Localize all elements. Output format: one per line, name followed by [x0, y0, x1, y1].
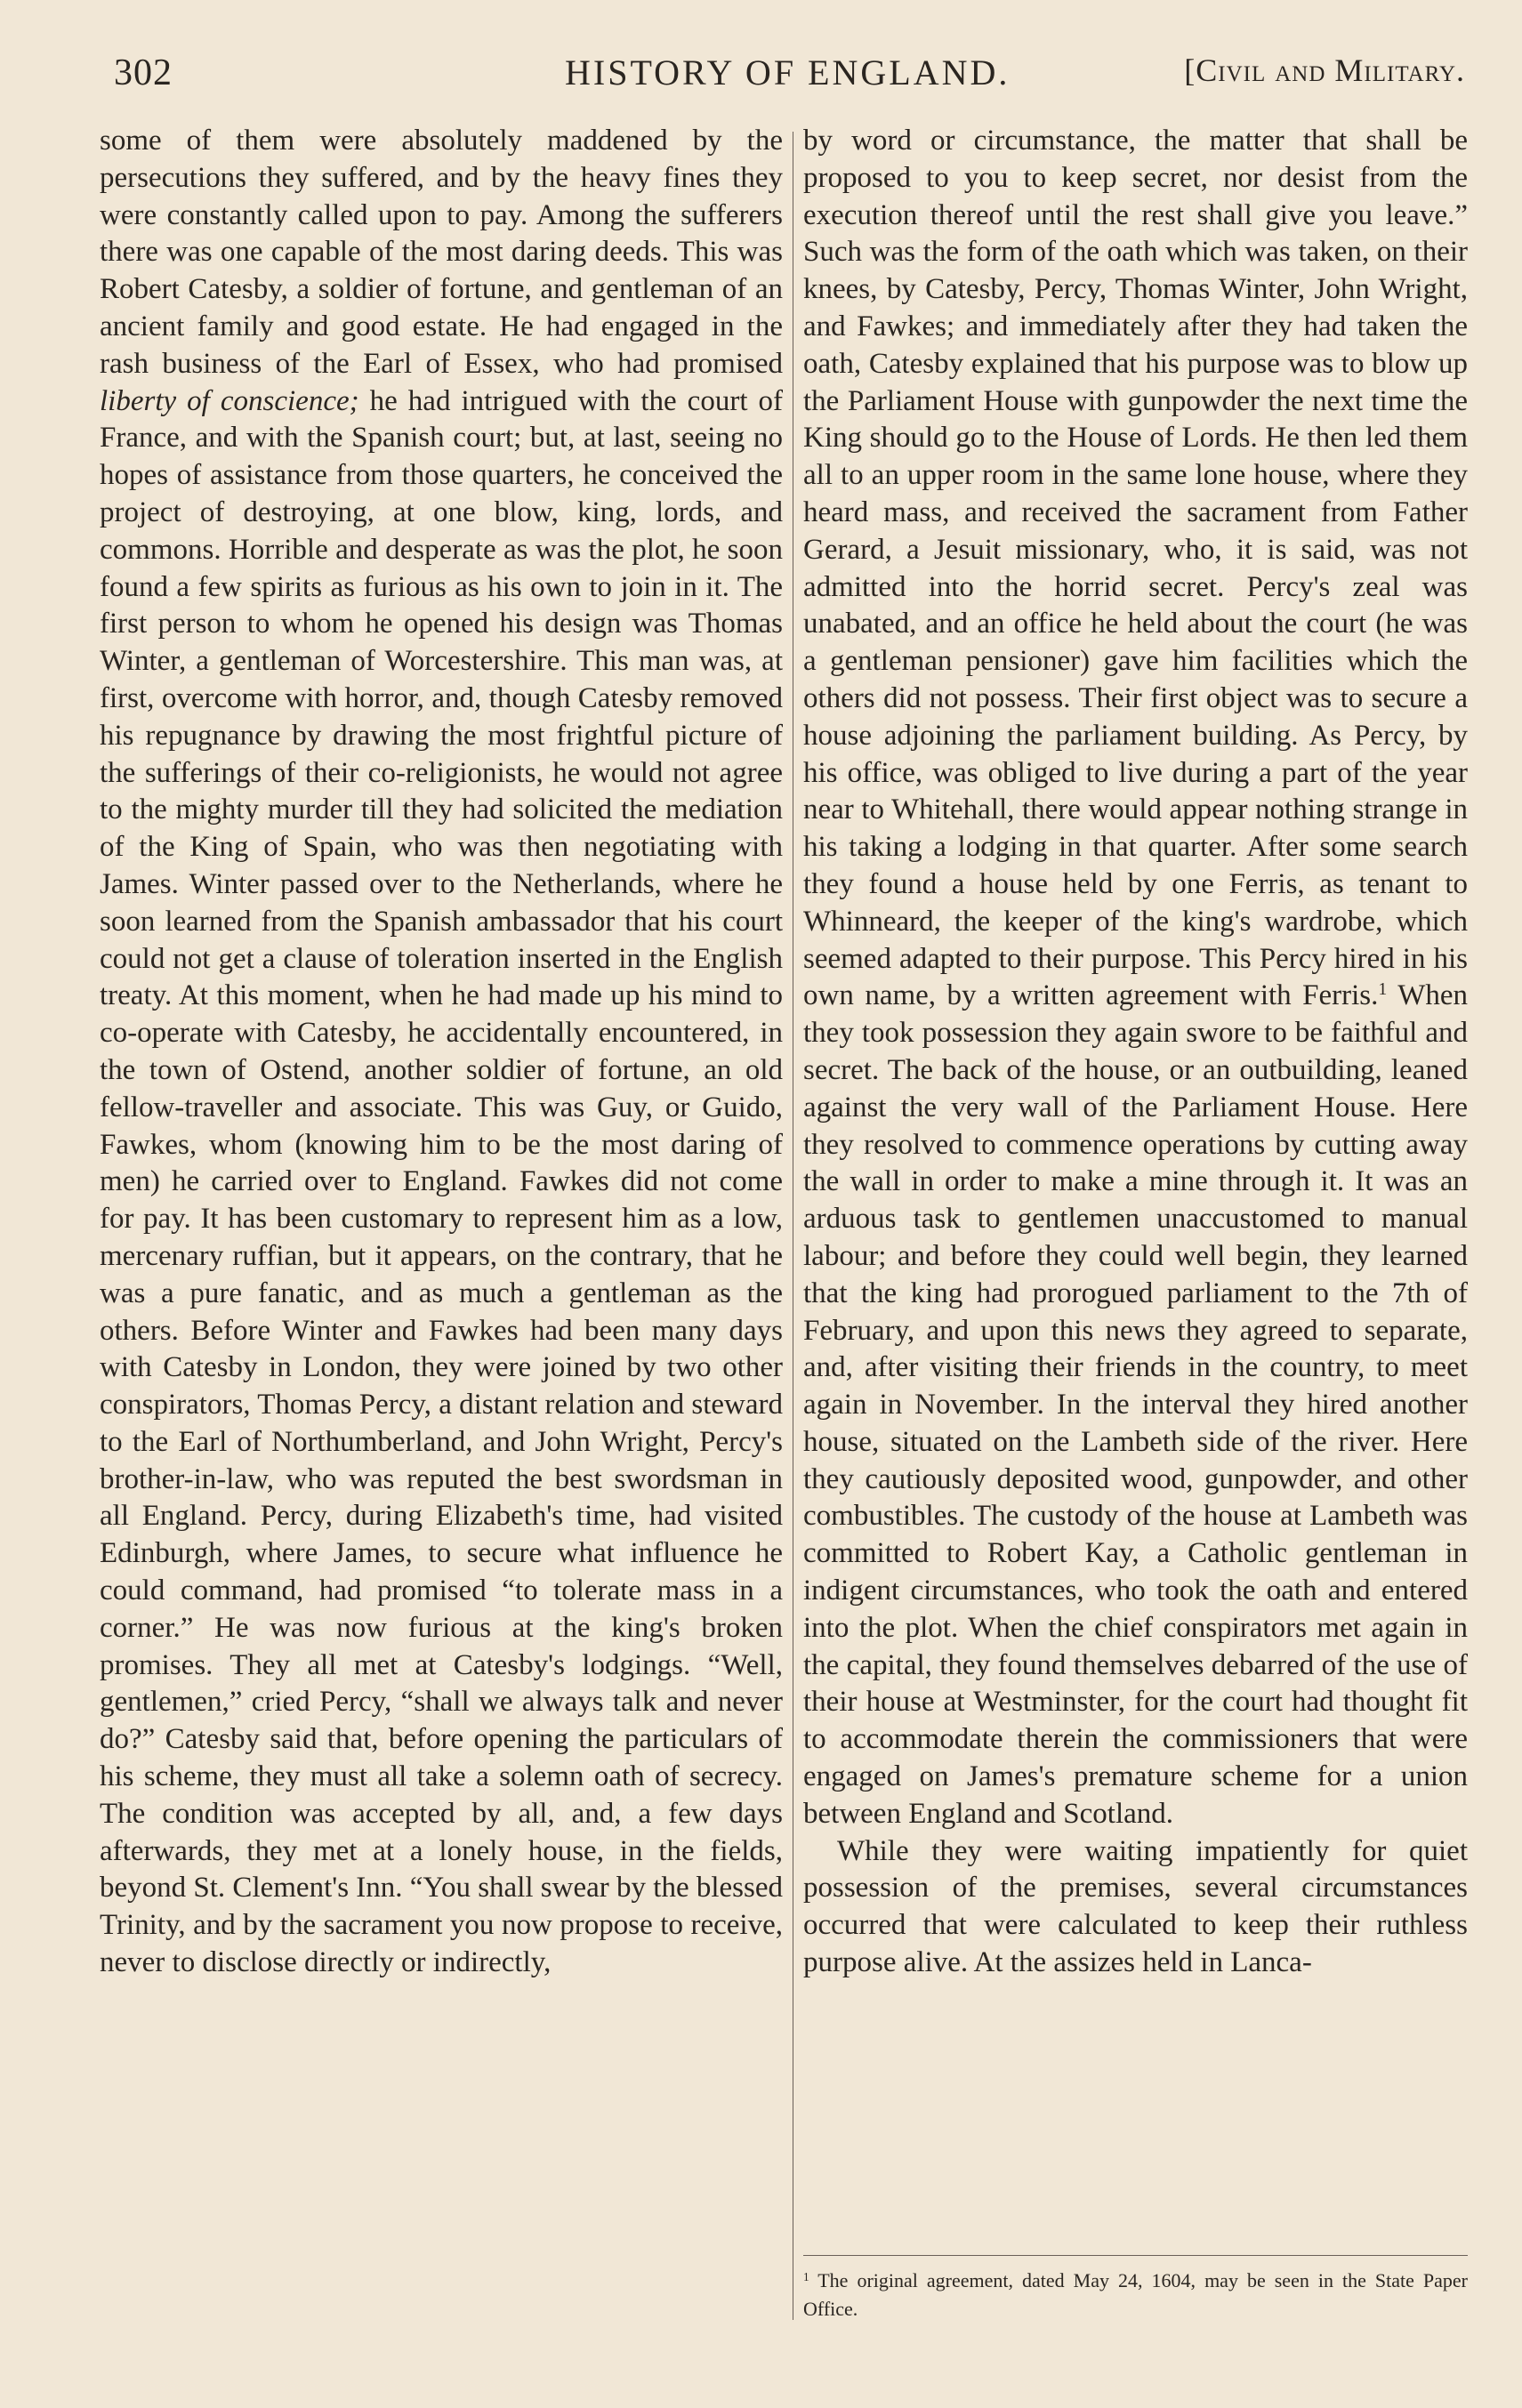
emphasis-text: liberty of conscience;: [100, 384, 359, 417]
footnote-marker: 1: [803, 2269, 809, 2283]
text-run: he had intrigued with the court of France, and with the Spanish court; but, at last, seeing no hopes of assistance from those quarters, he conceived the project of destroying, at one blow, king, lords, and commons. Horrible and desperate as was the plot, he soon found a few spirits as furious as his own to join in it. The first person to whom he opened his design was Thomas Winter, a gentleman of Worcestershire. This man was, at first, overcome with horror, and, though Catesby removed his repugnance by drawing the most frightful picture of the sufferings of their co-religionists, he would not agree to the mighty murder till they had solicited the mediation of the King of Spain, who was then negotiating with James. Winter passed over to the Netherlands, where he soon learned from the Spanish ambassador that his court could not get a clause of toleration inserted in the English treaty. At this moment, when he had made up his mind to co-operate with Catesby, he accidentally encountered, in the town of Ostend, another soldier of fortune, an old fellow-traveller and associate. This was Guy, or Guido, Fawkes, whom (knowing him to be the most daring of men) he carried over to England. Fawkes did not come for pay. It has been customary to represent him as a low, mercenary ruffian, but it appears, on the contrary, that he was a pure fanatic, and as much a gentleman as the others. Before Winter and Fawkes had been many days with Catesby in London, they were joined by two other conspirators, Thomas Percy, a distant relation and steward to the Earl of Northumberland, and John Wright, Percy's brother-in-law, who was reputed the best swordsman in all England. Percy, during Elizabeth's time, had visited Edinburgh, where James, to secure what influence he could command, had promised “to tolerate mass in a corner.” He was now furious at the king's broken promises. They all met at Catesby's lodgings. “Well, gentlemen,” cried Percy, “shall we always talk and never do?” Catesby said that, before opening the particulars of his scheme, they must all take a solemn oath of secrecy. The condition was accepted by all, and, a few days afterwards, they met at a lonely house, in the fields, beyond St. Clement's Inn. “You shall swear by the blessed Trinity, and by the sacrament you now propose to receive, never to disclose directly or indirectly,: [100, 384, 784, 1979]
footnote-reference: 1: [1378, 979, 1388, 1000]
section-label: [Civil and Military.: [1184, 52, 1465, 88]
footnote: [803, 2267, 1468, 2323]
paragraph: [803, 123, 1468, 1833]
text-run: some of them were absolutely maddened by the persecutions they suffered, and by the heavy fines they were constantly called upon to pay. Among the sufferers there was one capable of the most daring deeds. This was Robert Catesby, a soldier of fortune, and gentleman of an ancient family and good estate. He had engaged in the rash business of the Earl of Essex, who had promised: [100, 125, 783, 380]
right-column: [803, 123, 1468, 1982]
running-head: [98, 52, 1472, 105]
left-column: [100, 123, 783, 1982]
book-title: HISTORY OF ENGLAND.: [565, 52, 1011, 93]
text-run: by word or circumstance, the matter that shall be proposed to you to keep secret, nor desist from the execution thereof until the rest shall give you leave.” Such was the form of the oath which was taken, on their knees, by Catesby, Percy, Thomas Winter, John Wright, and Fawkes; and immediately after they had taken the oath, Catesby explained that his purpose was to blow up the Parliament House with gunpowder the next time the King should go to the House of Lords. He then led them all to an upper room in the same lone house, where they heard mass, and received the sacrament from Father Gerard, a Jesuit missionary, who, it is said, was not admitted into the horrid secret. Percy's zeal was unabated, and an office he held about the court (he was a gentleman pensioner) gave him facilities which the others did not possess. Their first object was to secure a house adjoining the parliament building. As Percy, by his office, was obliged to live during a part of the year near to Whitehall, there would appear nothing strange in his taking a lodging in that quarter. After some search they found a house held by one Ferris, as tenant to Whinneard, the keeper of the king's wardrobe, which seemed adapted to their purpose. This Percy hired in his own name, by a written agreement with Ferris.: [803, 125, 1468, 1012]
footnote-divider: [803, 2255, 1468, 2256]
footnote-text: The original agreement, dated May 24, 1604, may be seen in the State Paper Office.: [803, 2269, 1468, 2320]
page-number: 302: [114, 52, 173, 93]
paragraph: While they were waiting impatiently for quiet possession of the premises, several circumstances occurred that were calculated to keep their ruthless purpose alive. At the assizes held in Lanca-: [803, 1834, 1468, 1979]
paragraph: [100, 123, 783, 1982]
text-run: When they took possession they again swore to be faithful and secret. The back of the house, or an outbuilding, leaned against the very wall of the Parliament House. Here they resolved to commence operations by cutting away the wall in order to make a mine through it. It was an arduous task to gentlemen unaccustomed to manual labour; and before they could well begin, they learned that the king had prorogued parliament to the 7th of February, and upon this news they agreed to separate, and, after visiting their friends in the country, to meet again in November. In the interval they hired another house, situated on the Lambeth side of the river. Here they cautiously deposited wood, gunpowder, and other combustibles. The custody of the house at Lambeth was committed to Robert Kay, a Catholic gentleman in indigent circumstances, who took the oath and entered into the plot. When the chief conspirators met again in the capital, they found themselves debarred of the use of their house at Westminster, for the court had thought fit to accommodate therein the commissioners that were engaged on James's premature scheme for a union between England and Scotland.: [803, 979, 1468, 1830]
